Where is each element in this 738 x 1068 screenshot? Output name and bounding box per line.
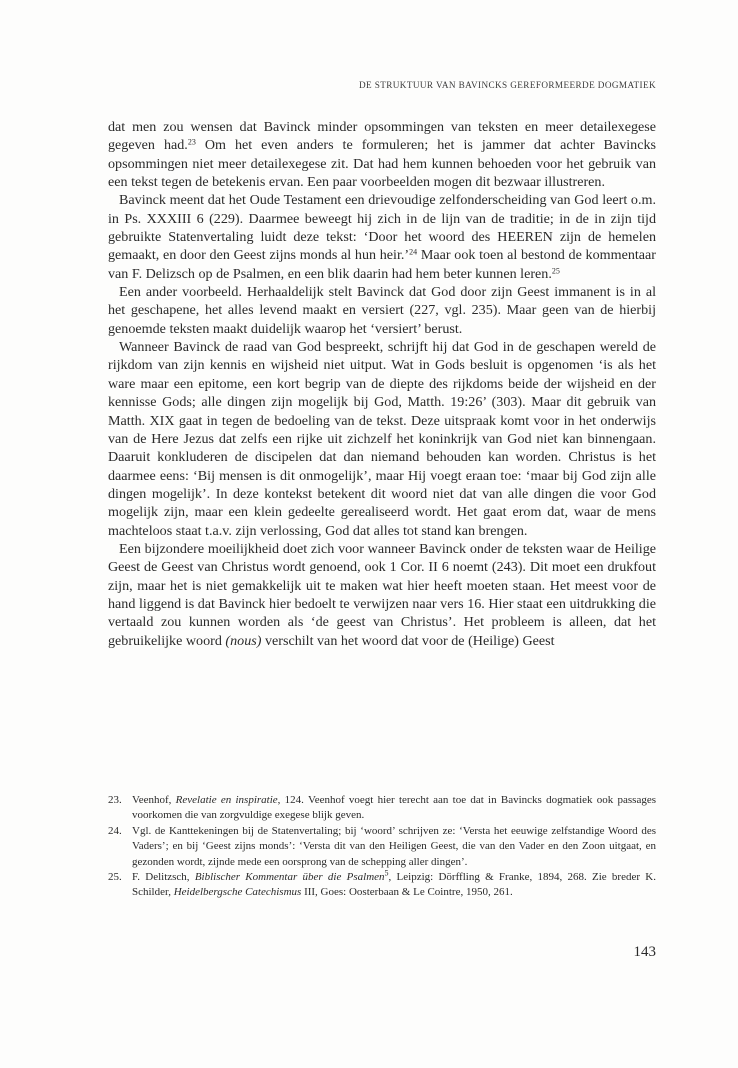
page-number: 143 — [633, 944, 656, 960]
paragraph: Een ander voorbeeld. Herhaaldelijk stelt Bavinck dat God door zijn Geest immanent is in al het geschapene, het alles levend maakt en versiert (227, vgl. 235). Maar geen van de hierbij genoemde teksten maakt duidelijk waarop het ‘versiert’ berust. — [108, 284, 656, 337]
footnotes — [108, 793, 656, 901]
paragraph-text: Bavinck meent dat het Oude Testament een drievoudige zelfonderscheiding van God leert o.m. in Ps. XXXIII 6 (229). Daarmee beweegt hij zich in de lijn van de traditie; in de in zijn tijd gebruikte Statenvertaling luidt deze tekst: ‘Door het woord des HEEREN zijn de hemelen gemaakt, en door den Geest zijns monds al hun heir.’ — [108, 192, 656, 264]
footnote-text-part: , Leipzig: Dörffling & Franke, 1894, 268. Zie breder K. Schilder, — [132, 871, 656, 899]
footnote-number: 23. — [108, 794, 122, 806]
footnote-number: 25. — [108, 871, 122, 884]
footnote-text — [132, 793, 656, 824]
book-title: Revelatie en inspiratie — [175, 794, 278, 806]
footnote-ref: 25 — [551, 266, 560, 276]
footnote — [108, 793, 656, 824]
footnote-text-part: , 124. Veenhof voegt hier terecht aan toe dat in Bavincks dogmatiek ook passages voorkomen die van zorgvuldige exegese blijk geven. — [132, 794, 657, 822]
footnote-text-part: Veenhof, — [132, 794, 176, 806]
main-text — [108, 118, 656, 650]
footnote — [108, 824, 656, 870]
paragraph — [108, 540, 656, 650]
paragraph — [108, 191, 656, 283]
paragraph: Wanneer Bavinck de raad van God bespreekt, schrijft hij dat God in de geschapen wereld de rijkdom van zijn kennis en wijsheid niet uitput. Wat in Gods besluit is opgenomen ‘is als het ware maar een epitome, een kort begrip van de diepte des rijkdoms beide der wijsheid en der kennisse Gods; alle dingen zijn mogelijk bij God, Matth. 19:26’ (303). Maar dit gebruik van Matth. XIX gaat in tegen de bedoeling van de tekst. Deze uitspraak komt voor in het onderwijs van de Here Jezus dat zelfs een rijke uit zichzelf het koninkrijk van God niet kan binnengaan. Daaruit konkluderen de discipelen dat dan niemand behouden kan worden. Christus is het daarmee eens: ‘Bij mensen is dit onmogelijk’, maar Hij voegt eraan toe: ‘maar bij God zijn alle dingen mogelijk’. In deze kontekst betekent dit woord niet dat van alle dingen die voor God mogelijk zijn, maar een klein gedeelte gerealiseerd wordt. Het gaat erom dat, waar de mens machteloos staat t.a.v. zijn verlossing, God dat alles tot stand kan brengen. — [108, 339, 656, 539]
paragraph — [108, 118, 656, 191]
book-title: Heidelbergsche Catechismus — [173, 886, 302, 899]
edition-superscript: 5 — [384, 868, 389, 878]
footnote-ref: 23 — [187, 137, 196, 147]
paragraph-text: Maar ook toen al bestond de kommentaar van F. Delizsch op de Psalmen, en een blik daarin had hem beter kunnen leren. — [108, 247, 656, 282]
footnote-ref: 24 — [409, 248, 418, 258]
paragraph-text: Een bijzondere moeilijkheid doet zich voor wanneer Bavinck onder de teksten waar de Heilige Geest de Geest van Christus wordt genoend, ook 1 Cor. II 6 noemt (243). Dit moet een drukfout zijn, maar het is niet gemakkelijk uit te maken wat hier heeft moeten staan. Het meest voor de hand liggend is dat Bavinck hier bedoelt te verwijzen naar vers 16. Hier staat een uitdrukking die vertaald zou kunnen worden als ‘de geest van Christus’. Het probleem is alleen, dat het gebruikelijke woord — [108, 540, 656, 649]
footnote-text — [132, 870, 656, 901]
paragraph-text: verschilt van het woord dat voor de (Heilige) Geest — [261, 632, 555, 649]
paragraph-text: Om het even anders te formuleren; het is jammer dat achter Bavincks opsommingen niet meer detailexegese zit. Dat had hem kunnen behoeden voor het gebruik van een tekst tegen de betekenis ervan. Een paar voorbeelden mogen dit bezwaar illustreren. — [108, 137, 656, 191]
footnote-text-part: F. Delitzsch, — [132, 871, 195, 884]
footnote-text: Vgl. de Kanttekeningen bij de Statenvertaling; bij ‘woord’ schrijven ze: ‘Versta het eeuwige zelfstandige Woord des Vaders’; en bij ‘Geest zijns monds’: ‘Versta dit van den Heiligen Geest, die van den Vader en den Zoon uitgaat, en gezonden wordt, zijnde mede een oorsprong van de schepping aller dingen’. — [132, 824, 656, 868]
emphasis: (nous) — [225, 632, 262, 649]
footnote-text-part: III, Goes: Oosterbaan & Le Cointre, 1950, 261. — [301, 886, 513, 899]
footnote — [108, 870, 656, 901]
running-header: DE STRUKTUUR VAN BAVINCKS GEREFORMEERDE DOGMATIEK — [358, 80, 656, 90]
paragraph-text: dat men zou wensen dat Bavinck minder opsommingen van teksten en meer detailexegese gegeven had. — [108, 119, 656, 154]
footnote-number: 24. — [108, 824, 122, 837]
book-title: Biblischer Kommentar über die Psalmen — [194, 871, 385, 884]
